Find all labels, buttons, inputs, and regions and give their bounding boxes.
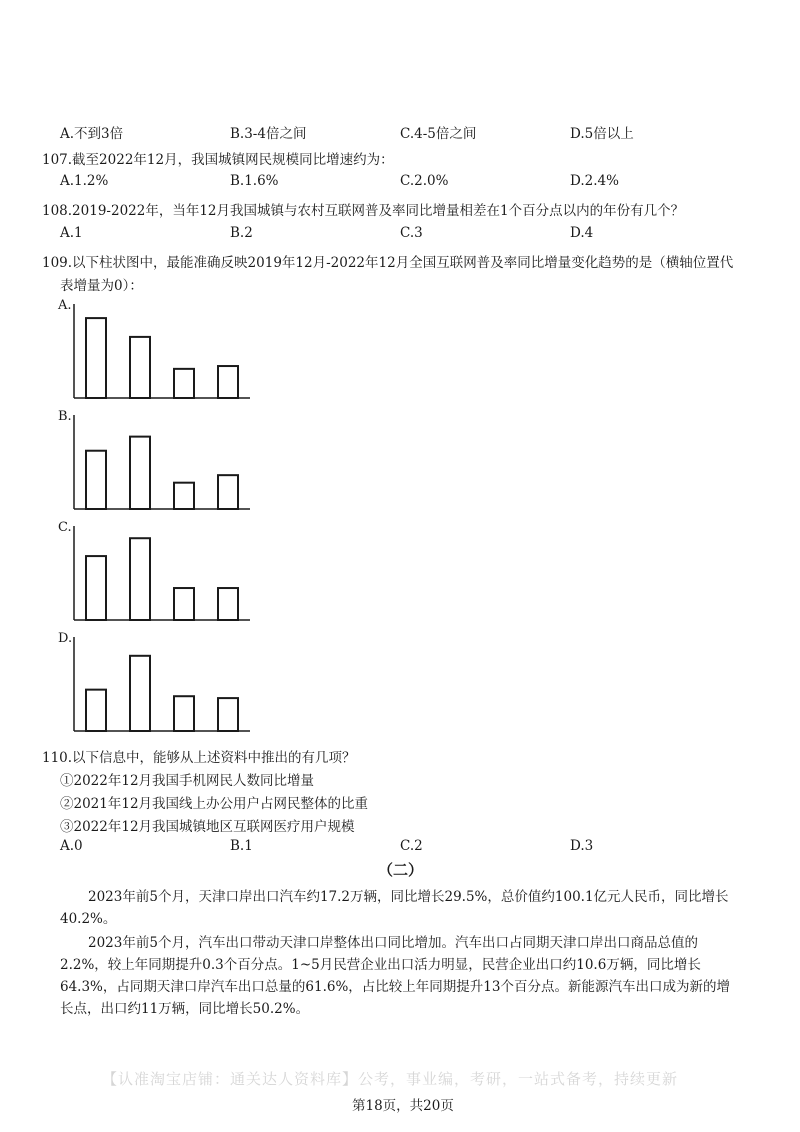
chart-d	[58, 631, 258, 735]
chart-bar-1	[86, 318, 106, 398]
chart-bar-1	[86, 451, 106, 509]
q108-option-a: A.1	[60, 225, 83, 241]
chart-d-svg	[58, 631, 258, 735]
q110-item-2: ②2021年12月我国线上办公用户占网民整体的比重	[60, 796, 369, 812]
chart-b-label: B.	[58, 409, 72, 424]
chart-c-svg	[58, 520, 258, 624]
chart-a-label: A.	[58, 298, 72, 313]
q106-option-b: B.3-4倍之间	[230, 126, 307, 142]
q108-stem: 108.2019-2022年，当年12月我国城镇与农村互联网普及率同比增量相差在1个百分点以内的年份有几个？	[42, 203, 685, 219]
watermark-text: 【认准淘宝店铺：通关达人资料库】公考，事业编，考研，一站式备考，持续更新	[102, 1070, 679, 1088]
chart-bar-2	[130, 437, 150, 509]
q106-option-c: C.4-5倍之间	[400, 126, 477, 142]
chart-c	[58, 520, 258, 624]
q110-stem: 110.以下信息中，能够从上述资料中推出的有几项？	[42, 750, 356, 766]
chart-a	[58, 298, 258, 402]
chart-b	[58, 409, 258, 513]
chart-bar-2	[130, 538, 150, 620]
chart-bar-4	[218, 588, 238, 620]
q107-option-b: B.1.6%	[230, 173, 279, 189]
q110-option-c: C.2	[400, 838, 423, 854]
chart-bar-4	[218, 366, 238, 398]
q106-option-d: D.5倍以上	[570, 126, 634, 142]
chart-d-label: D.	[58, 631, 73, 646]
chart-bar-3	[174, 696, 194, 731]
chart-bar-3	[174, 369, 194, 398]
chart-bar-4	[218, 475, 238, 509]
q107-option-d: D.2.4%	[570, 173, 619, 189]
section-paragraph-1: 2023年前5个月，天津口岸出口汽车约17.2万辆，同比增长29.5%，总价值约100.1亿元人民币，同比增长40.2%。	[60, 889, 729, 927]
q110-item-1: ①2022年12月我国手机网民人数同比增量	[60, 773, 315, 789]
chart-bar-3	[174, 483, 194, 509]
q110-option-a: A.0	[60, 838, 83, 854]
q107-option-c: C.2.0%	[400, 173, 449, 189]
q109-stem-line1: 109.以下柱状图中，最能准确反映2019年12月-2022年12月全国互联网普及率同比增量变化趋势的是（横轴位置代	[42, 255, 734, 271]
page-footer: 第18页，共20页	[352, 1098, 454, 1114]
q108-option-c: C.3	[400, 225, 423, 241]
chart-bar-1	[86, 556, 106, 620]
q106-option-a: A.不到3倍	[60, 126, 124, 142]
chart-c-label: C.	[58, 520, 72, 535]
chart-bar-1	[86, 690, 106, 731]
q108-option-d: D.4	[570, 225, 594, 241]
chart-bar-3	[174, 588, 194, 620]
q107-stem: 107.截至2022年12月，我国城镇网民规模同比增速约为：	[42, 152, 394, 168]
section-paragraph-2: 2023年前5个月，汽车出口带动天津口岸整体出口同比增加。汽车出口占同期天津口岸出口商品总值的2.2%，较上年同期提升0.3个百分点。1~5月民营企业出口活力明显，民营企业出口约10.6万辆，同比增长64.3%，占同期天津口岸汽车出口总量的61.6%，占比较上年同期提升13个百分点。新能源汽车出口成为新的增长点，出口约11万辆，同比增长50.2%。	[60, 935, 730, 1017]
q108-option-b: B.2	[230, 225, 253, 241]
q110-option-d: D.3	[570, 838, 594, 854]
chart-bar-4	[218, 698, 238, 731]
chart-bar-2	[130, 337, 150, 398]
chart-a-svg	[58, 298, 258, 402]
section-heading: （二）	[378, 861, 424, 879]
q110-item-3: ③2022年12月我国城镇地区互联网医疗用户规模	[60, 819, 355, 835]
q109-stem-line2: 表增量为0）：	[60, 278, 143, 294]
q110-option-b: B.1	[230, 838, 253, 854]
q107-option-a: A.1.2%	[60, 173, 109, 189]
chart-b-svg	[58, 409, 258, 513]
chart-bar-2	[130, 656, 150, 731]
